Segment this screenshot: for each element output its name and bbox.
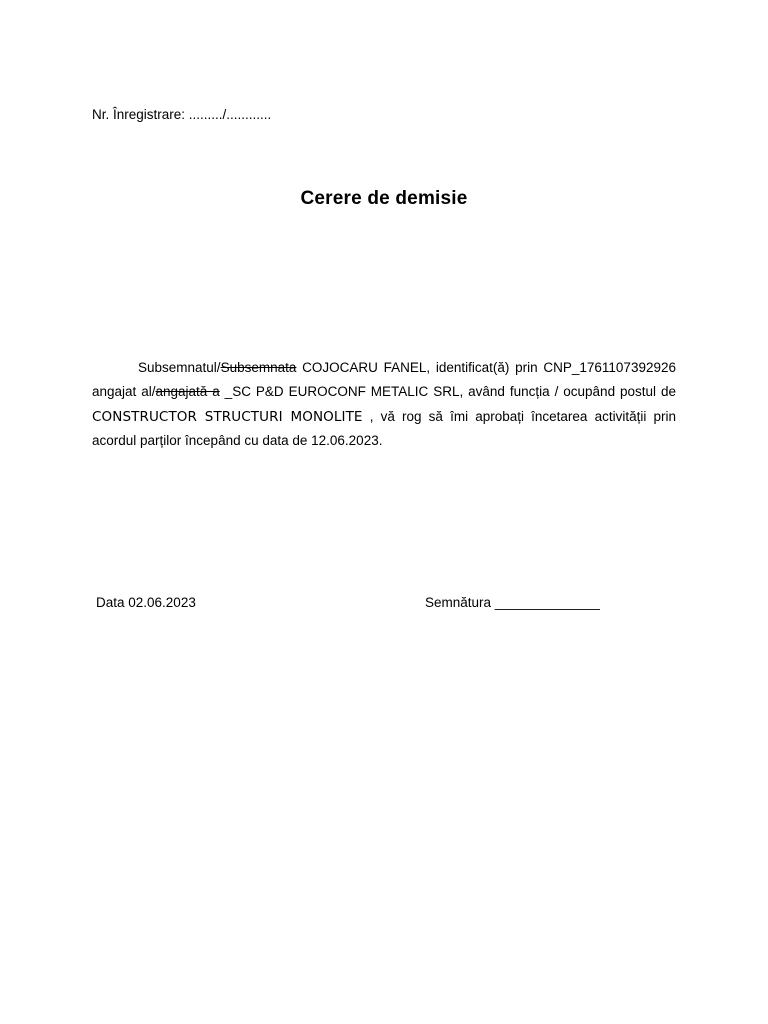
job-title: CONSTRUCTOR STRUCTURI MONOLITE bbox=[92, 408, 363, 425]
registration-placeholder: ........./............ bbox=[188, 107, 272, 122]
employer-info: _SC P&D EUROCONF METALIC SRL, având funcția / ocupând postul de bbox=[219, 384, 676, 400]
registration-number-line bbox=[92, 107, 271, 122]
date-line: Data 02.06.2023 bbox=[96, 595, 196, 610]
request-text: , vă rog să îmi aprobați încetarea activității prin acordul parților începând cu data de 12.06.2023. bbox=[92, 408, 676, 448]
employed-feminine-struck: angajată a bbox=[155, 384, 220, 400]
document-title: Cerere de demisie bbox=[300, 188, 468, 209]
registration-label: Nr. Înregistrare: bbox=[92, 107, 186, 122]
salutation-feminine-struck: Subsemnata bbox=[220, 360, 297, 375]
salutation-masculine: Subsemnatul/ bbox=[138, 360, 221, 375]
employee-identification: COJOCARU FANEL, identificat(ă) prin CNP_1761107392926 angajat al/ bbox=[92, 360, 676, 400]
resignation-paragraph bbox=[92, 356, 676, 453]
signature-line: Semnătura ______________ bbox=[425, 595, 600, 610]
